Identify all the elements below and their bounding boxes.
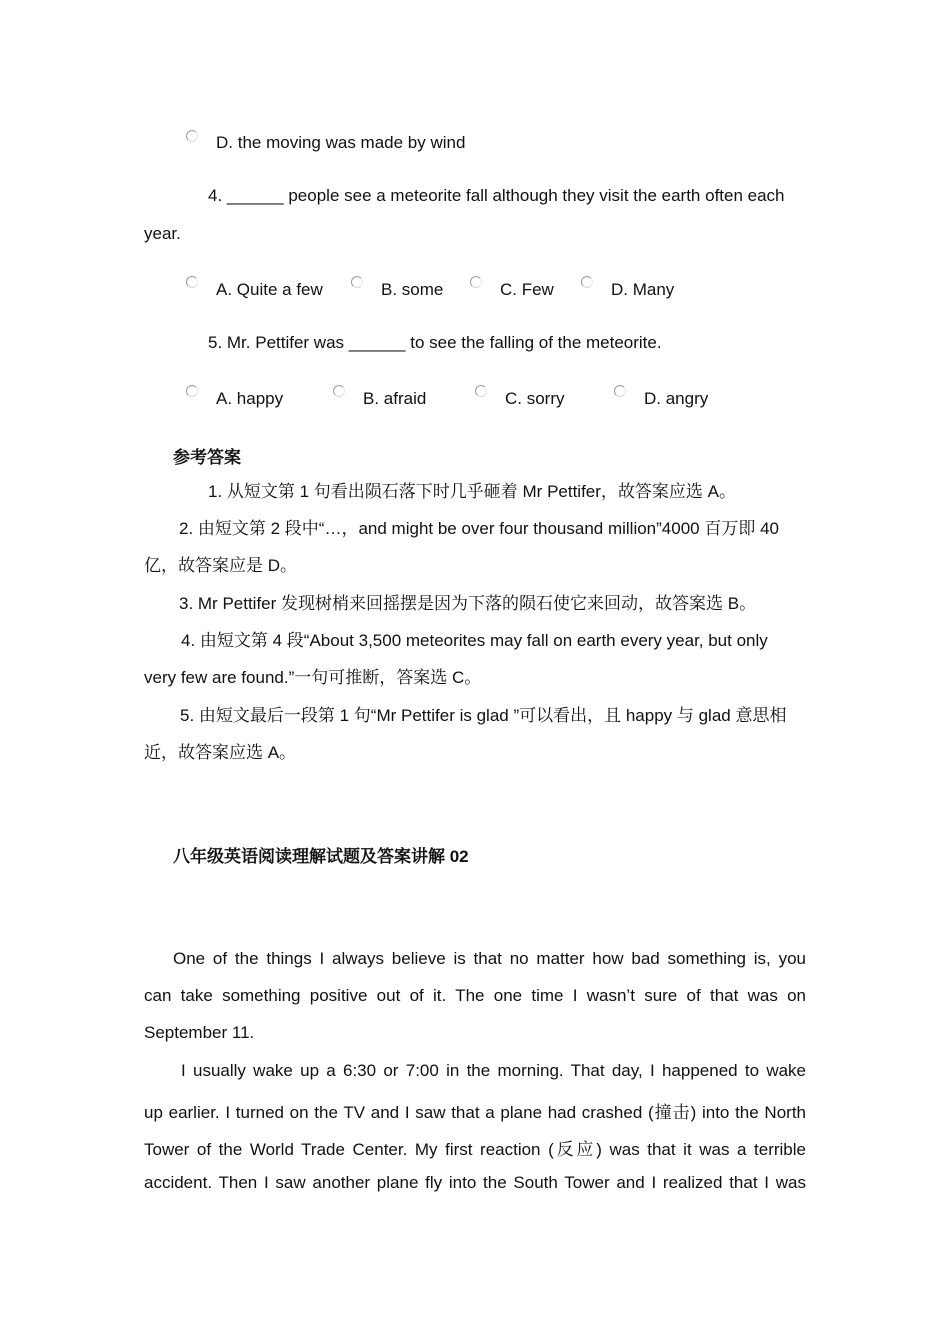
passage-p2-line3: Tower of the World Trade Center. My first reaction (反应) was that it was a terrible <box>144 1140 806 1159</box>
radio-q5-c[interactable] <box>475 385 487 397</box>
radio-q4-c[interactable] <box>470 276 482 288</box>
answer-4-line1: 4. 由短文第 4 段“About 3,500 meteorites may fall on earth every year, but only <box>181 631 768 650</box>
radio-q5-d[interactable] <box>614 385 626 397</box>
radio-q5-a[interactable] <box>186 385 198 397</box>
answer-3: 3. Mr Pettifer 发现树梢来回摇摆是因为下落的陨石使它来回动，故答案选 B。 <box>179 594 757 613</box>
q4-option-b-label: B. some <box>381 280 444 299</box>
passage-p2-line2: up earlier. I turned on the TV and I saw that a plane had crashed (撞击) into the North <box>144 1103 806 1122</box>
q4-option-a-label: A. Quite a few <box>216 280 323 299</box>
answer-4-line2: very few are found.”一句可推断，答案选 C。 <box>144 668 482 687</box>
q5-stem: 5. Mr. Pettifer was ______ to see the falling of the meteorite. <box>208 333 662 352</box>
q4-stem-line1: 4. ______ people see a meteorite fall although they visit the earth often each <box>208 186 785 205</box>
passage-p1-line1: One of the things I always believe is that no matter how bad something is, you <box>173 949 806 968</box>
radio-q5-b[interactable] <box>333 385 345 397</box>
answer-2-line2: 亿，故答案应是 D。 <box>144 556 297 575</box>
answer-5-line2: 近，故答案应选 A。 <box>144 743 297 762</box>
section2-title: 八年级英语阅读理解试题及答案讲解 02 <box>173 847 469 866</box>
radio-q4-a[interactable] <box>186 276 198 288</box>
answer-5-line1: 5. 由短文最后一段第 1 句“Mr Pettifer is glad ”可以看出，且 happy 与 glad 意思相 <box>180 706 787 725</box>
radio-q3-d[interactable] <box>186 130 198 142</box>
passage-p2-line4: accident. Then I saw another plane fly into the South Tower and I realized that I was <box>144 1173 806 1192</box>
passage-p1-line2: can take something positive out of it. The one time I wasn’t sure of that was on <box>144 986 806 1005</box>
answer-1: 1. 从短文第 1 句看出陨石落下时几乎砸着 Mr Pettifer，故答案应选 A。 <box>208 482 736 501</box>
q3-option-d-label: D. the moving was made by wind <box>216 133 466 152</box>
radio-q4-d[interactable] <box>581 276 593 288</box>
passage-p2-line1: I usually wake up a 6:30 or 7:00 in the morning. That day, I happened to wake <box>181 1061 806 1080</box>
radio-q4-b[interactable] <box>351 276 363 288</box>
answers-heading: 参考答案 <box>173 448 241 467</box>
q4-option-d-label: D. Many <box>611 280 675 299</box>
q5-option-b-label: B. afraid <box>363 389 427 408</box>
q5-option-d-label: D. angry <box>644 389 709 408</box>
q4-stem-line2: year. <box>144 224 181 243</box>
q5-option-c-label: C. sorry <box>505 389 565 408</box>
q4-option-c-label: C. Few <box>500 280 554 299</box>
passage-p1-line3: September 11. <box>144 1023 255 1042</box>
q5-option-a-label: A. happy <box>216 389 284 408</box>
answer-2-line1: 2. 由短文第 2 段中“…，and might be over four thousand million”4000 百万即 40 <box>179 519 779 538</box>
